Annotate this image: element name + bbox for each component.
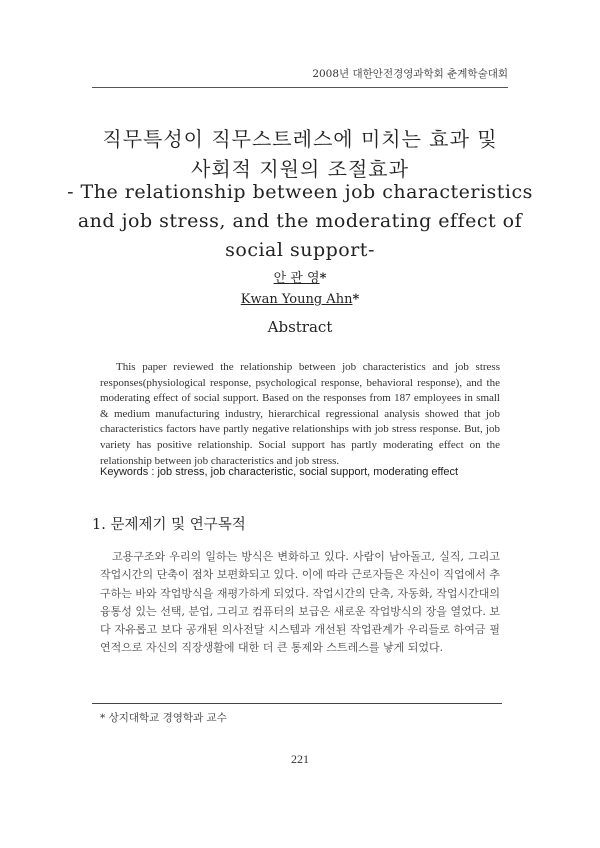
- keywords-line: Keywords : job stress, job characteristic, social support, moderating effect: [100, 466, 459, 478]
- english-title-line-3: social support-: [225, 239, 375, 261]
- author-english: [0, 289, 600, 310]
- english-title: [60, 178, 540, 265]
- author-korean: [0, 268, 600, 289]
- section-paragraph: 고용구조와 우리의 일하는 방식은 변화하고 있다. 사람이 남아돌고, 실직, 그리고 작업시간의 단축이 점차 보편화되고 있다. 이에 따라 근로자들은 자신이 직업에서 추구하는 바와 작업방식을 재평가하게 되었다. 작업시간의 단축, 자동화, 작업시간대의 융통성 있는 선택, 분업, 그리고 컴퓨터의 보급은 새로운 작업방식의 장을 열었다. 보다 자유롭고 보다 공개된 의사전달 시스템과 개선된 작업관계가 우리들로 하여금 필연적으로 자신의 직장생활에 대한 더 큰 통제와 스트레스를 낳게 되었다.: [100, 550, 500, 655]
- english-title-line-2: and job stress, and the moderating effect of: [77, 210, 523, 232]
- abstract-text: This paper reviewed the relationship between job characteristics and job stress responses(physiological response, psychological response, behavioral response), and the moderating effect of social support. Based on the responses from 187 employees in small & medium manufacturing industry, hierarchical regressional analysis showed that job characteristics factors have partly negative relationships with job stress response. But, job variety has positive relationship. Social support has partly moderating effect on the relationship between job characteristics and job stress.: [100, 361, 500, 467]
- author-mark: *: [319, 271, 327, 286]
- page-number: 221: [291, 752, 309, 766]
- korean-title-line-1: 직무특성이 직무스트레스에 미치는 효과 및: [102, 127, 498, 151]
- author-mark: *: [352, 292, 360, 307]
- footnote: * 상지대학교 경영학과 교수: [100, 712, 227, 724]
- author-block: [0, 268, 600, 310]
- footnote-divider: [92, 703, 502, 704]
- english-title-line-1: - The relationship between job characteristics: [67, 181, 533, 203]
- keywords-label: Keywords: [100, 466, 149, 478]
- author-english-name: Kwan Young Ahn: [240, 292, 353, 307]
- abstract-heading: Abstract: [267, 318, 333, 336]
- running-header: [92, 66, 508, 88]
- korean-title-line-2: 사회적 지원의 조절효과: [191, 157, 409, 181]
- author-korean-name: 안 관 영: [273, 271, 320, 286]
- korean-title: [60, 124, 540, 184]
- keywords-list: job stress, job characteristic, social support, moderating effect: [157, 466, 459, 478]
- section-heading: 1. 문제제기 및 연구목적: [92, 517, 246, 533]
- running-title: 2008년 대한안전경영과학회 춘계학술대회: [312, 68, 508, 80]
